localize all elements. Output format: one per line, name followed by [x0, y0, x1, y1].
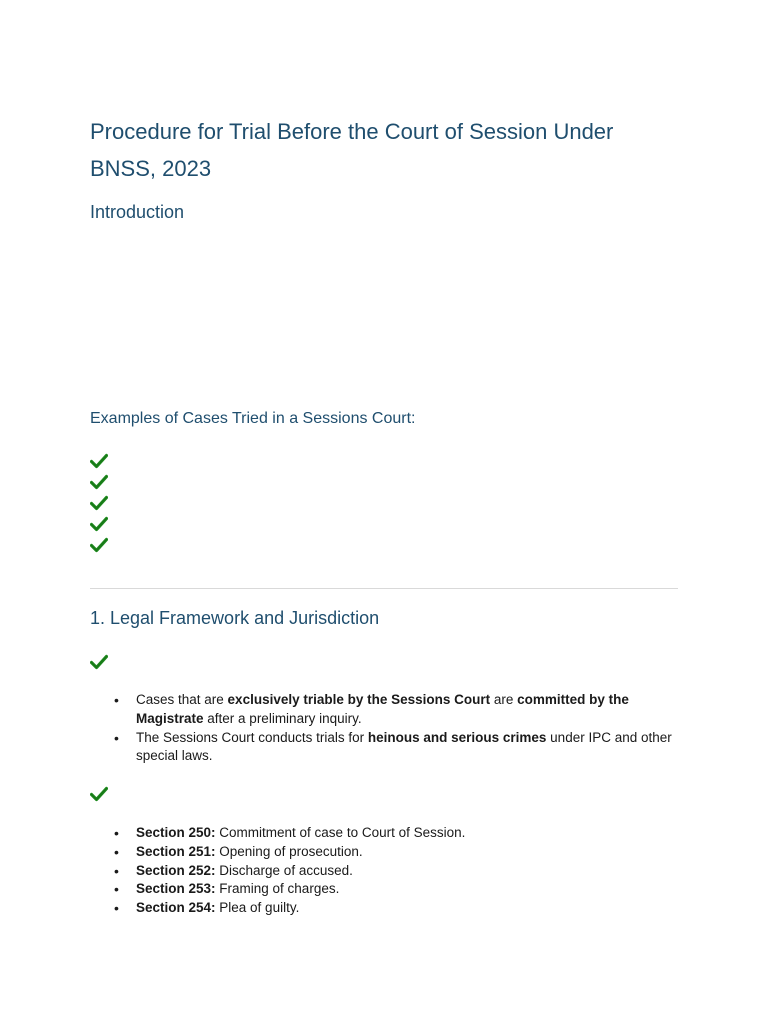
jurisdiction-list	[136, 691, 676, 766]
check-icon	[90, 786, 110, 807]
list-item: • Section 252: Discharge of accused.	[136, 862, 676, 881]
check-icon	[90, 516, 110, 537]
page-title: Procedure for Trial Before the Court of Session Under BNSS, 2023	[90, 119, 614, 181]
check-icon	[90, 537, 110, 558]
section-divider	[90, 588, 678, 589]
list-item: • Section 250: Commitment of case to Court of Session.	[136, 824, 676, 843]
section-heading: 1. Legal Framework and Jurisdiction	[90, 608, 380, 628]
list-item: • Section 253: Framing of charges.	[136, 880, 676, 899]
check-icon	[90, 495, 110, 516]
sections-list	[136, 824, 676, 918]
examples-heading: Examples of Cases Tried in a Sessions Court:	[90, 410, 416, 427]
check-icon	[90, 474, 110, 495]
list-item: • Cases that are exclusively triable by the Sessions Court are committed by the Magistrate after a preliminary inquiry.	[136, 691, 676, 729]
check-icon	[90, 453, 110, 474]
example-checklist	[90, 453, 110, 558]
check-icon	[90, 654, 110, 675]
introduction-heading: Introduction	[90, 202, 185, 222]
list-item: • The Sessions Court conducts trials for heinous and serious crimes under IPC and other special laws.	[136, 729, 676, 767]
list-item: • Section 254: Plea of guilty.	[136, 899, 676, 918]
list-item: • Section 251: Opening of prosecution.	[136, 843, 676, 862]
